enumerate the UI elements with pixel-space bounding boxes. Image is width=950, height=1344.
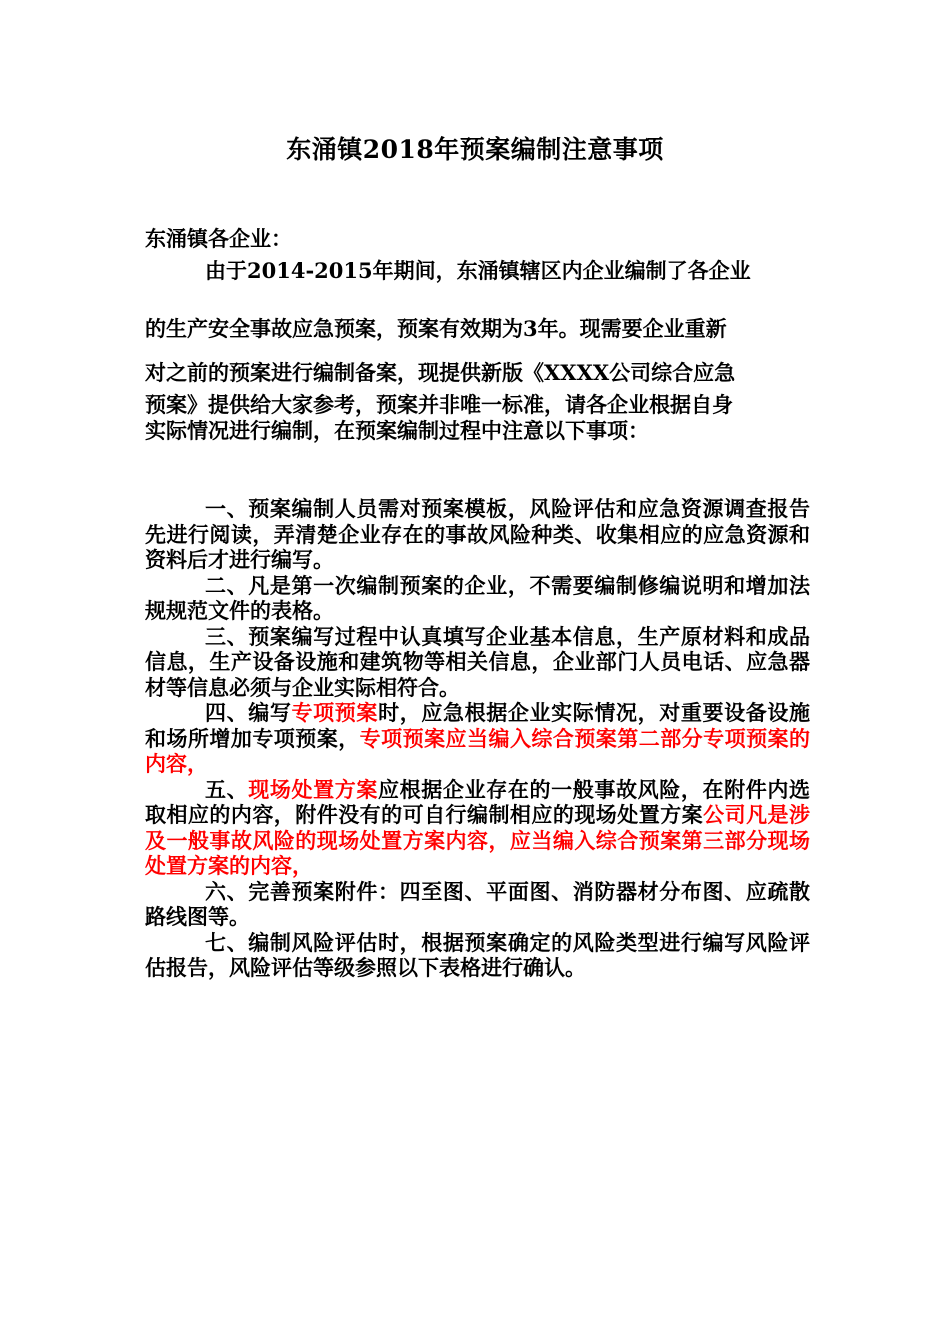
notice-item-5-lead: 五、 [205, 776, 249, 802]
notice-items [145, 496, 810, 981]
notice-item-7: 七、编制风险评估时，根据预案确定的风险类型进行编写风险评估报告，风险评估等级参照以下表格进行确认。 [145, 929, 810, 980]
greeting: 东涌镇各企业： [145, 226, 292, 251]
notice-item-4-highlight-requirement: 专项预案应当编入综合预案第二部分专项预案的内容， [145, 725, 811, 776]
notice-item-4-body: 时，应急根据企业实际情况，对重要设备设施和场所增加专项预案， [145, 700, 811, 751]
notice-item-4-highlight-term: 专项预案 [291, 700, 379, 725]
notice-item-1: 一、预案编制人员需对预案模板，风险评估和应急资源调查报告先进行阅读，弄清楚企业存在的事故风险种类、收集相应的应急资源和资料后才进行编写。 [145, 496, 810, 572]
notice-item-3: 三、预案编写过程中认真填写企业基本信息，生产原材料和成品信息，生产设备设施和建筑物等相关信息，企业部门人员电话、应急器材等信息必须与企业实际相符合。 [145, 623, 810, 700]
intro-line-1: 由于2014-2015年期间，东涌镇辖区内企业编制了各企业 [205, 258, 751, 283]
document-title: 东涌镇2018年预案编制注意事项 [286, 135, 664, 164]
notice-item-4-lead: 四、编写 [205, 700, 292, 725]
notice-item-5-highlight-term: 现场处置方案 [248, 776, 379, 802]
notice-item-2: 二、凡是第一次编制预案的企业，不需要编制修编说明和增加法规规范文件的表格。 [145, 572, 810, 623]
intro-line-5: 实际情况进行编制，在预案编制过程中注意以下事项： [145, 418, 649, 443]
notice-item-5-highlight-requirement: 公司凡是涉及一般事故风险的现场处置方案内容，应当编入综合预案第三部分现场处置方案的内容， [145, 802, 811, 878]
notice-item-5 [145, 777, 810, 879]
intro-line-4: 预案》提供给大家参考，预案并非唯一标准，请各企业根据自身 [145, 392, 733, 417]
intro-line-3: 对之前的预案进行编制备案，现提供新版《XXXX公司综合应急 [145, 360, 736, 385]
notice-item-6: 六、完善预案附件：四至图、平面图、消防器材分布图、应疏散路线图等。 [145, 878, 810, 929]
intro-line-2: 的生产安全事故应急预案，预案有效期为3年。现需要企业重新 [145, 316, 727, 341]
intro-paragraph [145, 256, 810, 446]
notice-item-4 [145, 700, 810, 777]
notice-item-5-body: 应根据企业存在的一般事故风险，在附件内选取相应的内容，附件没有的可自行编制相应的现场处置方案 [145, 776, 811, 827]
